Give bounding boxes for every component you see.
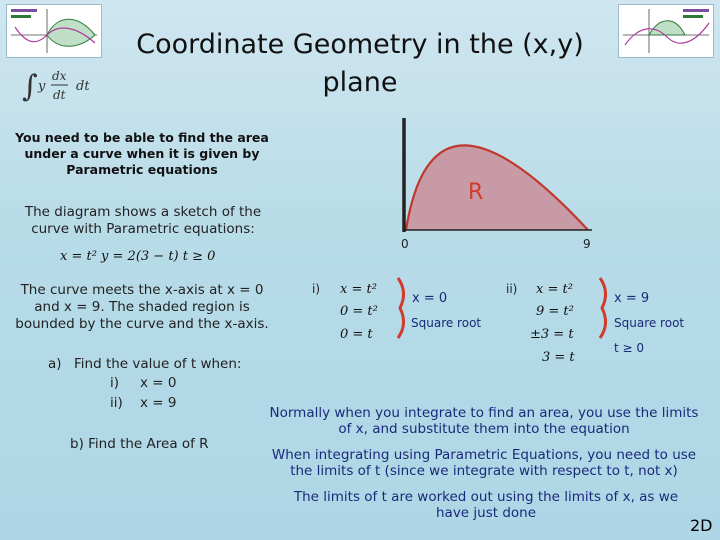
integral-formula	[22, 62, 102, 106]
question-i-label: i)	[110, 375, 120, 391]
axis-label-zero: 0	[401, 237, 409, 251]
axis-label-nine: 9	[583, 237, 591, 251]
question-ii-text: x = 9	[140, 395, 177, 411]
question-ii-label: ii)	[110, 395, 123, 411]
meets-axis-text: The curve meets the x-axis at x = 0 and x = 9. The shaded region is bounded by the curve and the x-axis.	[15, 282, 269, 332]
solution-i-steps	[340, 280, 400, 350]
solution-ii-condition: x = 9	[614, 291, 650, 306]
question-i-text: x = 0	[140, 375, 177, 391]
solution-ii-line-2: 9 = t²	[536, 304, 574, 319]
brace-ii	[596, 276, 612, 340]
solution-ii-line-3: ±3 = t	[530, 327, 574, 342]
solution-ii-steps	[530, 280, 596, 370]
solution-ii-step: Square root	[614, 316, 685, 330]
slide-code: 2D	[690, 516, 713, 535]
solution-ii-line-1: x = t²	[536, 282, 573, 297]
diagram-description: The diagram shows a sketch of the curve with Parametric equations:	[24, 204, 262, 237]
region-label: R	[468, 180, 484, 205]
solution-i-line-1: x = t²	[340, 282, 377, 297]
solution-i-line-2: 0 = t²	[340, 304, 378, 319]
curve-sketch	[392, 110, 602, 258]
solution-i-line-3: 0 = t	[340, 327, 373, 342]
question-b: b) Find the Area of R	[70, 436, 209, 452]
brace-i	[394, 276, 410, 340]
svg-text:dx: dx	[52, 69, 67, 83]
page-title: Coordinate Geometry in the (x,y) plane	[136, 29, 584, 98]
svg-text:∫: ∫	[22, 69, 38, 104]
thumbnail-right	[618, 4, 714, 58]
solution-ii-constraint: t ≥ 0	[614, 341, 645, 355]
solution-ii-label: ii)	[506, 282, 518, 296]
svg-text:dt: dt	[76, 79, 90, 94]
question-a-label: a)	[48, 356, 62, 372]
solution-i-condition: x = 0	[412, 291, 448, 306]
note-2: When integrating using Parametric Equations, you need to use the limits of t (since we integrate with respect to t, not x)	[271, 447, 697, 479]
solution-i-step: Square root	[411, 316, 482, 330]
thumbnail-left	[6, 4, 102, 58]
note-3: The limits of t are worked out using the limits of x, as we have just done	[293, 489, 679, 521]
question-a-text: Find the value of t when:	[74, 356, 242, 372]
svg-text:dt: dt	[53, 88, 66, 102]
solution-ii-line-4: 3 = t	[542, 350, 575, 365]
parametric-equations: x = t² y = 2(3 − t) t ≥ 0	[60, 249, 216, 264]
intro-text: You need to be able to find the area under a curve when it is given by Parametric equations	[15, 130, 269, 177]
solution-i-label: i)	[312, 282, 321, 296]
svg-text:y: y	[38, 79, 46, 94]
note-1: Normally when you integrate to find an area, you use the limits of x, and substitute them into the equation	[269, 405, 699, 437]
